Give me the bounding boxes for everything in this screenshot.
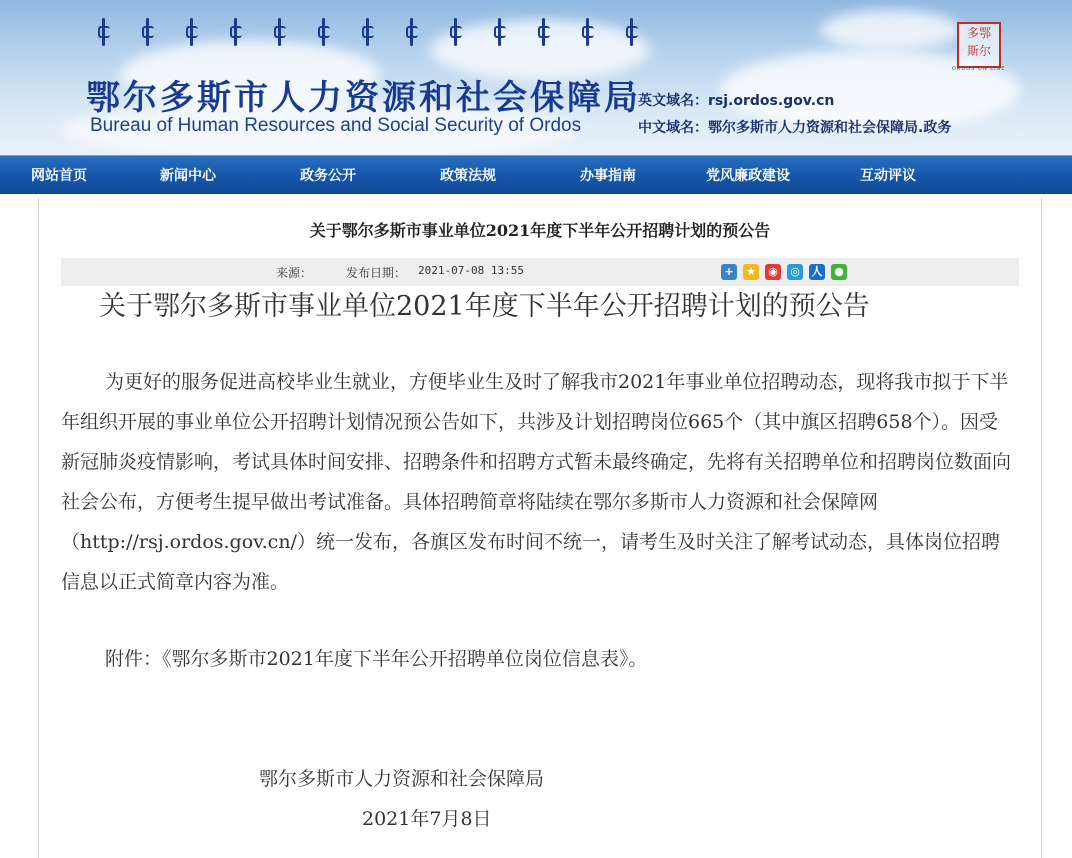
nav-item-party-integrity[interactable]: 党风廉政建设: [706, 168, 790, 184]
nav-item-interactive-review[interactable]: 互动评议: [860, 168, 916, 184]
mongolian-glyph-icon: [536, 18, 552, 48]
weibo-icon[interactable]: ◉: [765, 264, 781, 280]
nav-item-service-guide[interactable]: 办事指南: [580, 168, 636, 184]
mongolian-glyph-icon: [140, 18, 156, 48]
article-body: 为更好的服务促进高校毕业生就业，方便毕业生及时了解我市2021年事业单位招聘动态，现将我市拟于下半年组织开展的事业单位公开招聘计划情况预公告如下，共涉及计划招聘岗位665个（其中旗区招聘658个）。因受新冠肺炎疫情影响，考试具体时间安排、招聘条件和招聘方式暂未最终确定，先将有关招聘单位和招聘岗位数面向社会公布，方便考生提早做出考试准备。具体招聘简章将陆续在鄂尔多斯市人力资源和社会保障网（http://rsj.ordos.gov.cn/）统一发布，各旗区发布时间不统一，请考生及时关注了解考试动态，具体岗位招聘信息以正式简章内容为准。: [61, 371, 1012, 593]
domain-en-row: [638, 88, 951, 115]
seal-char: 鄂: [979, 26, 992, 40]
cloud-decoration: [820, 10, 960, 50]
article-header-title: 关于鄂尔多斯市事业单位2021年度下半年公开招聘计划的预公告: [309, 221, 771, 240]
tencent-weibo-icon[interactable]: ◎: [787, 264, 803, 280]
mongolian-glyph-icon: [272, 18, 288, 48]
site-title-english: Bureau of Human Resources and Social Security of Ordos: [90, 115, 582, 136]
mongolian-script-title: [96, 18, 640, 48]
nav-item-government-affairs[interactable]: 政务公开: [300, 168, 356, 184]
mongolian-glyph-icon: [624, 18, 640, 48]
mongolian-glyph-icon: [448, 18, 464, 48]
domain-en-label: 英文域名：: [638, 93, 708, 109]
article-meta-bar: [61, 258, 1019, 286]
main-navigation: [0, 155, 1072, 194]
site-banner: [0, 0, 1072, 155]
mongolian-glyph-icon: [580, 18, 596, 48]
publish-date: 2021-07-08 13:55: [418, 264, 524, 277]
mongolian-glyph-icon: [96, 18, 112, 48]
qzone-icon[interactable]: ★: [743, 264, 759, 280]
domain-cn-value: 鄂尔多斯市人力资源和社会保障局.政务: [708, 120, 952, 136]
nav-item-policies[interactable]: 政策法规: [440, 168, 496, 184]
seal-char: 斯: [966, 44, 979, 58]
source-label: 来源：: [276, 266, 313, 280]
signature: 鄂尔多斯市人力资源和社会保障局: [259, 768, 545, 790]
domain-info: [638, 88, 951, 142]
attachment-link[interactable]: 附件：《鄂尔多斯市2021年度下半年公开招聘单位岗位信息表》。: [105, 648, 648, 670]
mongolian-glyph-icon: [360, 18, 376, 48]
nav-item-home[interactable]: 网站首页: [31, 168, 87, 184]
share-toolbar: [721, 264, 847, 280]
seal-char: 多: [966, 26, 979, 40]
mongolian-glyph-icon: [404, 18, 420, 48]
mongolian-glyph-icon: [492, 18, 508, 48]
seal-caption: ORDOS ON LINE: [952, 66, 1006, 72]
renren-icon[interactable]: 人: [809, 264, 825, 280]
mongolian-glyph-icon: [228, 18, 244, 48]
site-title-chinese: 鄂尔多斯市人力资源和社会保障局: [86, 78, 641, 118]
article-frame: [38, 198, 1042, 858]
mongolian-glyph-icon: [316, 18, 332, 48]
domain-en-value: rsj.ordos.gov.cn: [708, 93, 835, 109]
mongolian-glyph-icon: [184, 18, 200, 48]
nav-item-news[interactable]: 新闻中心: [160, 168, 216, 184]
wechat-icon[interactable]: ●: [831, 264, 847, 280]
ordos-seal-logo[interactable]: [957, 22, 1001, 68]
share-more-icon[interactable]: +: [721, 264, 737, 280]
signature-date: 2021年7月8日: [362, 808, 492, 830]
domain-cn-label: 中文域名：: [638, 120, 708, 136]
article-title: 关于鄂尔多斯市事业单位2021年度下半年公开招聘计划的预公告: [99, 291, 870, 322]
publish-date-label: 发布日期：: [346, 266, 407, 280]
domain-cn-row: [638, 115, 951, 142]
seal-char: 尔: [979, 44, 992, 58]
